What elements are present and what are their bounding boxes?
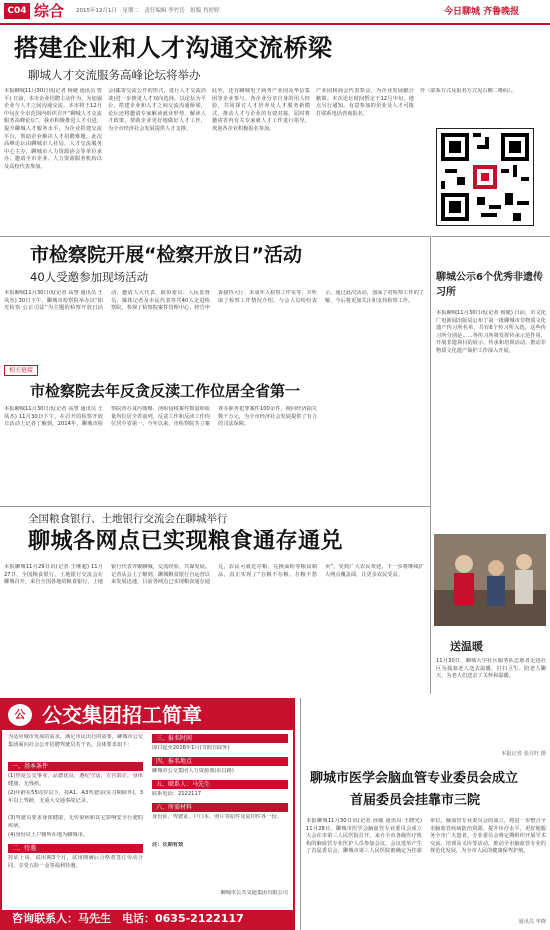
ad-section-heading: 三、报名时间 — [152, 734, 288, 743]
article4-kicker: 全国粮食银行、土地银行交流会在聊城举行 — [28, 513, 228, 525]
photo-figures-icon — [434, 534, 546, 626]
article1-body-col3: 此外，还有聊城电子商务产业园及华信集团等企业参与。各企业分享自身的用人经验，共同探讨人才培养及人才服务新模式，推动人才与企业的有效对接。届时将邀请省内有关专家就人才工作进行指导，欢迎各企业积极报名参加。 — [212, 88, 310, 132]
sidebar-headline: 聊城公示6个优秀非遗传习所 — [436, 272, 543, 298]
photo-credit: 本报记者 张召旺 摄 — [501, 751, 546, 757]
ad-intro: 为适应城市发展的需求，满足市民出行的需要，聊城市公交集团面向社会公开招聘驾驶员若干名，具体要求如下： — [8, 734, 143, 748]
ad-contact: 联系电话：2122117 — [152, 791, 202, 797]
article5-credit: 通讯员 华晓 — [518, 919, 546, 925]
ad-section-heading: 一、基本条件 — [8, 762, 143, 771]
article3-body: 本报聊城11月30日讯(记者 高慧 通讯员 王凤杰) 11月30日下午，在召开的检察开放日活动上记者了解到，2014年，聊城市检察院查办贪污贿赂、渎职侵权案件数量和质量均位居全省前列，反贪工作和反渎工作均位居全省第一。今年以来，市检察院共立案查办职务犯罪案件100余件，挽回经济损失数千万元，为全市经济社会发展提供了有力的司法保障。 — [4, 406, 317, 428]
sidebar-body: 本报聊城11月30日讯(记者 杨婕) 日前，市文化广电新闻出版局公布了第一批聊城市非物质文化遗产传习所名单，共有6个传习所入选。这些传习所分别是……各传习所将发挥传承示范作用，开展非遗项目的展示、传承和培训活动，推动非物质文化遗产保护工作深入开展。 — [436, 310, 546, 354]
ad-hotline: 咨询联系人：马先生 电话：0635-2122117 — [2, 910, 293, 928]
photo-caption-body: 11月30日，聊城大学社区服务队志愿者走进社区为孤寡老人送去温暖，打扫卫生、陪老人聊天，为老人们送去了关怀和温暖。 — [436, 658, 546, 680]
article1-body-col2: 会(邮寄交流公开的形式，进行人才交流洽谈)进一步推进人才双向选择。以论坛为平台，搭建企业和人才之间交流沟通桥梁，论坛还将邀请专家解读就业形势、解读人才政策，帮助企业更好地做好人才工作，为全市经济社会发展提供人才支撑。 — [108, 88, 206, 132]
article1-subtitle: 聊城人才交流服务高峰论坛将举办 — [28, 68, 201, 82]
related-link-tag: 相关链接 — [4, 365, 38, 376]
ad-requirement: (3)驾驶员要求身体健康，无传染病和其它影响安全行驶的疾病。 — [8, 815, 143, 829]
article1-body-col4: 产业园和商会代表参会，为企业发展献计献策。本次论坛时间暂定于12月中旬，地点另行通知。有意参加的企业及人才可拨打联系电话咨询报名。 — [316, 88, 414, 117]
column-divider — [300, 698, 301, 930]
article4-title: 聊城各网点已实现粮食通存通兑 — [28, 529, 344, 554]
ad-banner — [2, 700, 293, 730]
ad-place: 聊城市公交集团人力资源部(东昌路) — [152, 768, 234, 774]
ad-benefits: 持证上岗，试用期3个月，试用期满后合格者签订劳动合同，享受五险一金等福利待遇。 — [8, 855, 143, 869]
ad-note: 注：长期有效 — [152, 842, 184, 848]
article3-title: 市检察院去年反贪反渎工作位居全省第一 — [30, 382, 301, 400]
divider — [432, 236, 550, 237]
divider — [0, 506, 430, 507]
ad-requirement: (4)身份证上户籍所在地为聊城市。 — [8, 832, 88, 838]
ad-time: 即日起至2016年1月(节假日除外) — [152, 745, 230, 751]
article1-title: 搭建企业和人才沟通交流桥梁 — [14, 34, 333, 62]
photo-caption-title: 送温暖 — [450, 640, 483, 653]
newspaper-logo: 今日聊城 齐鲁晚报 — [444, 7, 520, 17]
article2-title: 市检察院开展“检察开放日”活动 — [30, 244, 302, 266]
ad-section-heading: 五、联系人：马先生 — [152, 780, 288, 789]
section-title: 综合 — [34, 2, 65, 20]
article2-subtitle: 40人受邀参加现场活动 — [30, 270, 149, 284]
ad-section-heading: 二、待遇 — [8, 844, 143, 853]
page-code: C04 — [4, 3, 30, 19]
article1-body-col5: 作（联系方式及报名方式见右侧二维码）。 — [420, 88, 516, 94]
ad-section-heading: 四、报名地点 — [152, 757, 288, 766]
article1-body-col1: 本报聊城11月30日讯(记者 杨婕 通讯员 曾平) 日前，本市企业招聘主动作为，为加强企业与人才之间沟通交流，本市将于12月中旬在全市范围内组织召开“聊城人才交流服务高峰论坛”。我市积极推进人才引进，提升聊城人才服务水平，为企业搭建交流平台，帮助企业解决人才招聘难题。此次高峰论坛由聊城市人社局、人才交流服务中心主办，聊城市人力资源协会等单位承办，邀请全市企业、人力资源服务机构以及高校代表参加。 — [4, 88, 102, 170]
ad-materials: 身份证、驾驶证、户口本、照片等原件及复印件各一份。 — [152, 814, 282, 820]
ad-section-heading: 六、所需材料 — [152, 803, 288, 812]
divider — [0, 236, 430, 237]
bus-logo-icon: 公 — [8, 704, 32, 726]
article4-body: 本报聊城11月29日讯(记者 王继超) 11月27日，全国粮食银行、土地银行交流会在聊城召开，来自全国各地的粮食银行、土地银行代表齐聚聊城，交流经验、共谋发展。记者从会上了解到，聊城粮食银行自运营以来发展迅速，目前各网点已实现粮食通存通兑，农民可就近存粮、兑换面粉等粮食制品，真正实现了“存粮不存粮、存粮不愁卖”，受到广大农民欢迎。下一步将继续扩大网点覆盖面，让更多农民受益。 — [4, 564, 424, 586]
article5-title-line1: 聊城市医学会脑血管专业委员会成立 — [310, 771, 519, 786]
dateline: 2015年12月1日 星期二 责任编辑 李竹岳 组版 肖婷婷 — [76, 8, 220, 14]
news-photo — [434, 534, 546, 626]
article2-body: 本报聊城11月30日讯(记者 高慧 通讯员 王凤杰) 30日下午，聊城市检察院举办以“阳光检察 公正司法”为主题的检察开放日活动，邀请人大代表、政协委员、人民监督员、媒体记者及市民代表等共40人走进检察院，参观了检察院案件管理中心、控告申诉接待大厅、未成年人检察工作室等，并听取了检察工作情况介绍。与会人员纷纷表示，通过此次活动，加深了对检察工作的了解，今后将更加关注和支持检察工作。 — [4, 290, 424, 312]
article5-title-line2: 首届委员会挂靠市三院 — [350, 793, 481, 808]
qr-code[interactable] — [436, 128, 534, 226]
recruitment-ad — [0, 698, 295, 930]
ad-requirement: (2)年龄在55周岁以下，持A1、A3驾驶证(实习期除外)，3年以上驾龄，无重大交通事故记录。 — [8, 790, 143, 804]
qr-code-icon — [437, 129, 533, 225]
header-rule — [0, 23, 550, 25]
article5-body: 本报聊城11月30日讯(记者 孙璇 通讯员 王晓光) 11月28日，聊城市医学会脑血管专业委员会成立大会在市第三人民医院召开。来自全市各级医疗机构的脑血管专业医护人员参加会议。会议选举产生了首届委员会，聊城市第三人民医院被确定为挂靠单位。脑血管专业委员会的成立，将进一步整合全市脑血管疾病防治资源，提升诊疗水平，更好地服务全市广大患者。专业委员会将定期组织开展学术交流、培训及义诊等活动，推动全市脑血管专业的规范化发展，为全市人民的健康保驾护航。 — [306, 818, 546, 855]
ad-company: 聊城市公共交通集团有限公司 — [220, 890, 288, 896]
ad-requirement: (1)热爱公交事业，品德优良，遵纪守法，五官端正，身体健康，无残疾。 — [8, 773, 143, 787]
column-divider — [430, 236, 431, 694]
ad-title: 公交集团招工简章 — [42, 703, 202, 727]
